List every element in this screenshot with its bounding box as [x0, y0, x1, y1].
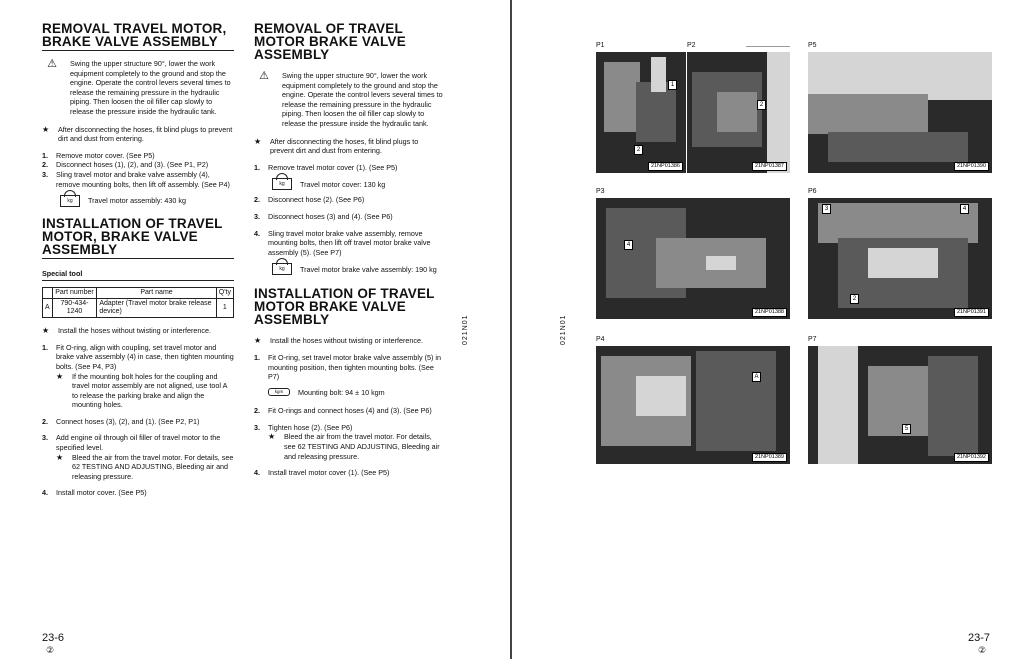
install-steps — [254, 353, 444, 478]
photo-p3: 4 21NP01388 — [596, 198, 790, 319]
step: 3. Disconnect hoses (3) and (4). (See P6) — [254, 211, 393, 221]
step: 4. Sling travel motor brake valve assembly, remove mounting bolts, then lift off travel motor brake valve assembly (5). (See P7) — [254, 228, 431, 257]
weight-icon: kg — [60, 195, 80, 207]
step: 2. Fit O-rings and connect hoses (4) and (3). (See P6) — [254, 406, 432, 416]
weight-icon: kg — [272, 178, 292, 190]
step: 1. Remove travel motor cover (1). (See P5) — [254, 162, 398, 172]
table-header: Part name — [97, 288, 216, 299]
step: 3. Tighten hose (2). (See P6) ★ Bleed the air from the travel motor. For details, see 62 TESTING AND ADJUSTING, Bleeding air and releasing pressure. — [254, 422, 440, 461]
star-icon: ★ — [268, 432, 276, 442]
weight-note: kg Travel motor assembly: 430 kg — [60, 195, 234, 207]
left-column — [42, 22, 234, 498]
warning-text: Swing the upper structure 90°, lower the work equipment completely to the ground and stop the engine. Operate the control levers several times to release the remaining pressure in the hydraulic piping. Then loosen the oil filler cap slowly to release the pressure inside the hydraulic tank. — [70, 59, 231, 116]
install-steps — [42, 343, 234, 498]
removal-note: ★ After disconnecting the hoses, fit blind plugs to prevent dirt and dust from entering. — [254, 136, 419, 156]
revision-mark: ② — [978, 645, 987, 655]
step: 3. Sling travel motor and brake valve assembly (4), remove mounting bolts, then lift off assembly. (See P4) — [42, 169, 230, 189]
photo-label: P1 — [596, 42, 605, 49]
photo-p1: 1 2 21NP01386 — [596, 52, 686, 173]
left-page — [0, 0, 511, 659]
install-note: ★ Install the hoses without twisting or interference. — [42, 326, 212, 336]
photo-label: P5 — [808, 42, 817, 49]
star-icon: ★ — [56, 371, 64, 381]
photo-p6: 3 4 2 21NP01391 — [808, 198, 992, 319]
photo-p4: A 21NP01389 — [596, 346, 790, 464]
photo-p5: 21NP01390 — [808, 52, 992, 173]
photo-label: P7 — [808, 336, 817, 343]
step: 1. Remove motor cover. (See P5) — [42, 150, 155, 160]
removal-warning: ⚠ Swing the upper structure 90°, lower the work equipment completely to the ground and stop the engine. Operate the control levers several times to release the remaining pressure in the hydraulic piping. Then loosen the oil filler cap slowly to release the pressure inside the hydraulic tank. — [254, 71, 444, 129]
side-code: 021N01 — [462, 314, 469, 345]
step: 2. Connect hoses (3), (2), and (1). (See P2, P1) — [42, 416, 200, 426]
removal-note: ★ After disconnecting the hoses, fit blind plugs to prevent dirt and dust from entering. — [42, 124, 233, 144]
right-page — [512, 0, 1024, 659]
photo-label: P4 — [596, 336, 605, 343]
step: 1. Fit O-ring, set travel motor brake valve assembly (5) in mounting position, then tighten mounting bolts. (See P7) kgm Mounting bolt: 94 ± 10 kgm — [254, 353, 444, 401]
right-column — [254, 22, 444, 478]
removal-title: REMOVAL OF TRAVEL MOTOR BRAKE VALVE ASSEMBLY — [254, 21, 406, 62]
star-icon: ★ — [56, 452, 64, 462]
step: 1. Fit O-ring, align with coupling, set travel motor and brake valve assembly (4) in case, then tighten mounting bolts. (See P4, P3) ★ If the mounting bolt holes for the coupling and travel motor assembly are not aligned, use tool A to release the parking brake and align the mounting holes. — [42, 342, 234, 410]
table-header: Part number — [52, 288, 97, 299]
revision-mark: ② — [46, 645, 55, 655]
special-tool-label: Special tool — [42, 269, 234, 281]
warning-icon: ⚠ — [47, 58, 57, 70]
page-number: 23-7 — [968, 632, 991, 644]
table-header: Q'ty — [216, 288, 233, 299]
removal-warning — [42, 59, 234, 117]
photo-label: P3 — [596, 188, 605, 195]
install-note: ★ Install the hoses without twisting or interference. — [254, 336, 424, 346]
photo-p2: 2 21NP01387 — [687, 52, 790, 173]
removal-title: REMOVAL TRAVEL MOTOR, BRAKE VALVE ASSEMBLY — [42, 22, 234, 51]
side-code: 021N01 — [560, 314, 567, 345]
special-tool-table — [42, 287, 234, 318]
page-number: 23-6 — [42, 632, 65, 644]
removal-steps — [42, 151, 234, 189]
weight-note: kg Travel motor brake valve assembly: 190 kg — [272, 263, 444, 275]
torque-note: kgm Mounting bolt: 94 ± 10 kgm — [268, 388, 444, 398]
step: 4. Install motor cover. (See P5) — [42, 488, 147, 498]
install-title: INSTALLATION OF TRAVEL MOTOR, BRAKE VALVE ASSEMBLY — [42, 217, 234, 259]
step: 2. Disconnect hose (2). (See P6) — [254, 195, 365, 205]
install-title: INSTALLATION OF TRAVEL MOTOR BRAKE VALVE ASSEMBLY — [254, 286, 435, 328]
photo-p7: 5 21NP01392 — [808, 346, 992, 464]
star-icon: ★ — [42, 124, 50, 134]
photo-label: P2 — [687, 42, 696, 49]
photo-label: P6 — [808, 188, 817, 195]
table-header-key — [43, 288, 53, 299]
wrench-icon: kgm — [268, 388, 290, 396]
table-row: A 790-434-1240 Adapter (Travel motor brake release device) 1 — [43, 299, 234, 318]
removal-steps — [254, 163, 444, 276]
weight-note: kg Travel motor cover: 130 kg — [272, 178, 444, 190]
star-icon: ★ — [42, 326, 50, 336]
star-icon: ★ — [254, 136, 262, 146]
star-icon: ★ — [254, 336, 262, 346]
step: 3. Add engine oil through oil filler of travel motor to the specified level. ★ Bleed the air from the travel motor. For details, see 62 TESTING AND ADJUSTING, Bleeding air and releasing pressure. — [42, 433, 234, 481]
warning-icon: ⚠ — [259, 70, 269, 82]
step: 2. Disconnect hoses (1), (2), and (3). (See P1, P2) — [42, 160, 209, 170]
weight-icon: kg — [272, 263, 292, 275]
step: 4. Install travel motor cover (1). (See P5) — [254, 468, 390, 478]
